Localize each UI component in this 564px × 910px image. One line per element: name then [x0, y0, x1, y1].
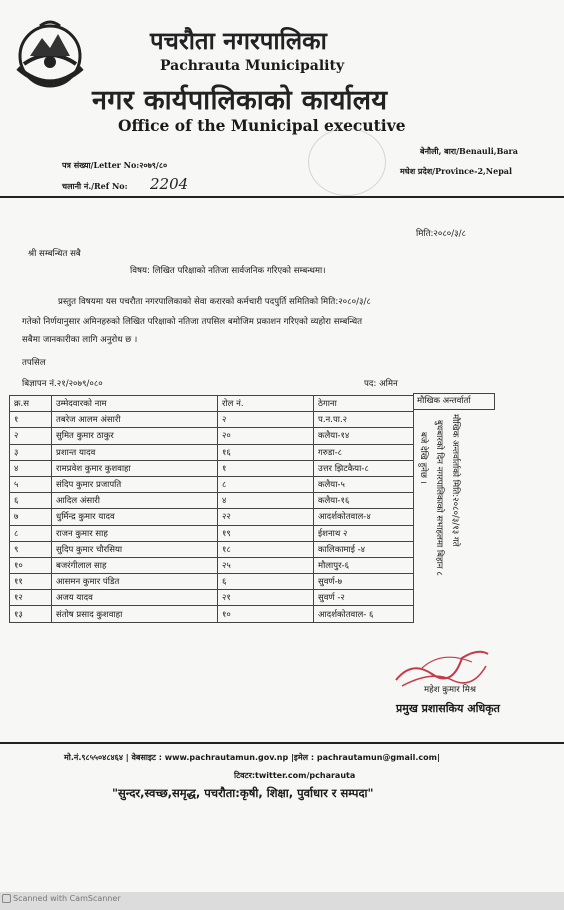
- footer-contact: मो.नं.९८५५०४८४६४ | वेबसाइट : www.pachrautamun.gov.np |इमेल : pachrautamun@gmail.com|: [64, 753, 440, 762]
- subject: विषय: लिखित परिक्षाको नतिजा सार्वजनिक गरिएको सम्बन्धमा।: [130, 266, 326, 276]
- table-row: [10, 541, 414, 557]
- table-row: [10, 590, 414, 606]
- table-row: [10, 606, 414, 622]
- cell-name: अजय यादव: [52, 590, 218, 606]
- cell-sn: १२: [10, 590, 52, 606]
- cell-roll: १८: [218, 541, 314, 557]
- cell-sn: ९: [10, 541, 52, 557]
- cell-address: कलैया-१६: [314, 493, 414, 509]
- camscanner-logo-icon: [2, 894, 11, 903]
- cell-sn: २: [10, 428, 52, 444]
- ref-label: चलानी नं./Ref No:: [62, 181, 128, 191]
- cell-roll: १६: [218, 444, 314, 460]
- cell-sn: ११: [10, 574, 52, 590]
- cell-sn: १३: [10, 606, 52, 622]
- cell-name: संतोष प्रसाद कुशवाहा: [52, 606, 218, 622]
- col-header-sn: क्र.स: [10, 396, 52, 412]
- cell-address: उत्तर झिटकैया-८: [314, 460, 414, 476]
- scan-text: Scanned with CamScanner: [13, 894, 121, 903]
- remark-line-3: बजे देखि हुनेछ ।: [418, 432, 428, 484]
- cell-address: कालिकामाई -४: [314, 541, 414, 557]
- cell-address: प.न.पा.२: [314, 412, 414, 428]
- cell-roll: ६: [218, 574, 314, 590]
- table-row: [10, 525, 414, 541]
- col-header-address: ठेगाना: [314, 396, 414, 412]
- address-line-2: मधेश प्रदेश/Province-2,Nepal: [400, 166, 513, 176]
- table-row: [10, 428, 414, 444]
- table-row: [10, 460, 414, 476]
- cell-address: कलैया-५: [314, 476, 414, 492]
- cell-name: धुर्मिन्द्र कुमार यादव: [52, 509, 218, 525]
- footer-twitter: टिवटर:twitter.com/pcharauta: [234, 771, 356, 780]
- office-stamp: [308, 128, 386, 196]
- tapasil-label: तपसिल: [22, 358, 46, 368]
- cell-address: ईशनाथ २: [314, 525, 414, 541]
- footer-divider: [0, 742, 564, 744]
- cell-name: आदिल अंसारी: [52, 493, 218, 509]
- results-table: [9, 395, 414, 623]
- table-row: [10, 444, 414, 460]
- letter-date: मिति:२०८०/३/८: [416, 229, 466, 239]
- cell-address: मौलापुर-६: [314, 557, 414, 573]
- table-row: [10, 476, 414, 492]
- address-line-1: बेनौली, बारा/Benauli,Bara: [420, 146, 518, 156]
- recipient: श्री सम्बन्धित सबै: [28, 249, 81, 259]
- cell-name: सुमित कुमार ठाकुर: [52, 428, 218, 444]
- signatory-name: महेश कुमार मिश्र: [424, 685, 476, 695]
- cell-sn: ४: [10, 460, 52, 476]
- cell-address: आदर्शकोतवाल- ६: [314, 606, 414, 622]
- ref-number: 2204: [150, 175, 189, 193]
- cell-name: प्रशान्त यादव: [52, 444, 218, 460]
- cell-roll: २०: [218, 428, 314, 444]
- signatory-title: प्रमुख प्रशासकिय अधिकृत: [396, 702, 500, 715]
- body-line-1: प्रस्तुत विषयमा यस पचरौता नगरपालिकाको सेवा करारको कर्मचारी पदपुर्ति समितिको मिति:२०८०/३/८: [58, 297, 371, 307]
- cell-roll: २२: [218, 509, 314, 525]
- col-header-roll: रोल नं.: [218, 396, 314, 412]
- cell-roll: १: [218, 460, 314, 476]
- table-header-row: [10, 396, 414, 412]
- table-row: [10, 509, 414, 525]
- camscanner-watermark: [2, 894, 121, 903]
- cell-address: गरुडा-८: [314, 444, 414, 460]
- cell-roll: ४: [218, 493, 314, 509]
- cell-sn: ५: [10, 476, 52, 492]
- remark-line-1: मौखिक अन्तर्वार्ताको मिति:२०८०/३/१३ गते: [450, 414, 460, 547]
- footer-slogan: "सुन्दर,स्वच्छ,समृद्ध, पचरौता:कृषी, शिक्षा, पुर्वाधार र सम्पदा": [112, 786, 374, 800]
- cell-name: बजरंगीलाल साह: [52, 557, 218, 573]
- cell-name: सुदिप कुमार चौरसिया: [52, 541, 218, 557]
- cell-sn: १: [10, 412, 52, 428]
- cell-sn: ६: [10, 493, 52, 509]
- cell-sn: ८: [10, 525, 52, 541]
- cell-sn: १०: [10, 557, 52, 573]
- municipality-name-np: पचरौता नगरपालिका: [150, 27, 327, 55]
- cell-sn: ७: [10, 509, 52, 525]
- cell-roll: २: [218, 412, 314, 428]
- nepal-emblem-icon: [10, 16, 90, 92]
- cell-address: सुवर्ण -२: [314, 590, 414, 606]
- col-header-name: उम्मेदवारको नाम: [52, 396, 218, 412]
- cell-roll: २१: [218, 590, 314, 606]
- table-row: [10, 412, 414, 428]
- post-label: पद: अमिन: [364, 379, 398, 389]
- table-row: [10, 574, 414, 590]
- cell-roll: १०: [218, 606, 314, 622]
- cell-name: आसमन कुमार पंडित: [52, 574, 218, 590]
- cell-roll: २५: [218, 557, 314, 573]
- office-name-en: Office of the Municipal executive: [118, 116, 406, 135]
- cell-address: कलैया-१४: [314, 428, 414, 444]
- table-row: [10, 557, 414, 573]
- table-row: [10, 493, 414, 509]
- cell-address: आदर्शकोतवाल-४: [314, 509, 414, 525]
- cell-name: राजन कुमार साह: [52, 525, 218, 541]
- letter-number: पत्र संख्या/Letter No:२०७९/८०: [62, 160, 168, 170]
- municipality-name-en: Pachrauta Municipality: [160, 58, 345, 74]
- advertisement-number: बिज्ञापन नं.२१/२०७९/०८०: [22, 379, 103, 389]
- cell-sn: ३: [10, 444, 52, 460]
- cell-name: तबरेज आलम अंसारी: [52, 412, 218, 428]
- remark-line-2: बुधबारको दिन नगरपालिकाको सभाहलमा बिहान ८: [434, 420, 444, 576]
- remark-header: मौखिक अन्तर्वार्ता: [413, 393, 495, 410]
- cell-address: सुवर्ण-७: [314, 574, 414, 590]
- office-name-np: नगर कार्यपालिकाको कार्यालय: [92, 85, 388, 116]
- body-line-2: गतेको निर्णयानुसार अमिनहरुको लिखित परिक्षाको नतिजा तपसिल बमोजिम प्रकाशन गरिएको व्यहोरा सम्बन्धित: [22, 317, 363, 327]
- cell-name: संदिप कुमार प्रजापति: [52, 476, 218, 492]
- header-divider: [0, 196, 564, 198]
- cell-roll: ८: [218, 476, 314, 492]
- body-line-3: सबैमा जानकारीका लागि अनुरोध छ ।: [22, 335, 138, 345]
- cell-roll: १९: [218, 525, 314, 541]
- cell-name: रामप्रवेश कुमार कुशवाहा: [52, 460, 218, 476]
